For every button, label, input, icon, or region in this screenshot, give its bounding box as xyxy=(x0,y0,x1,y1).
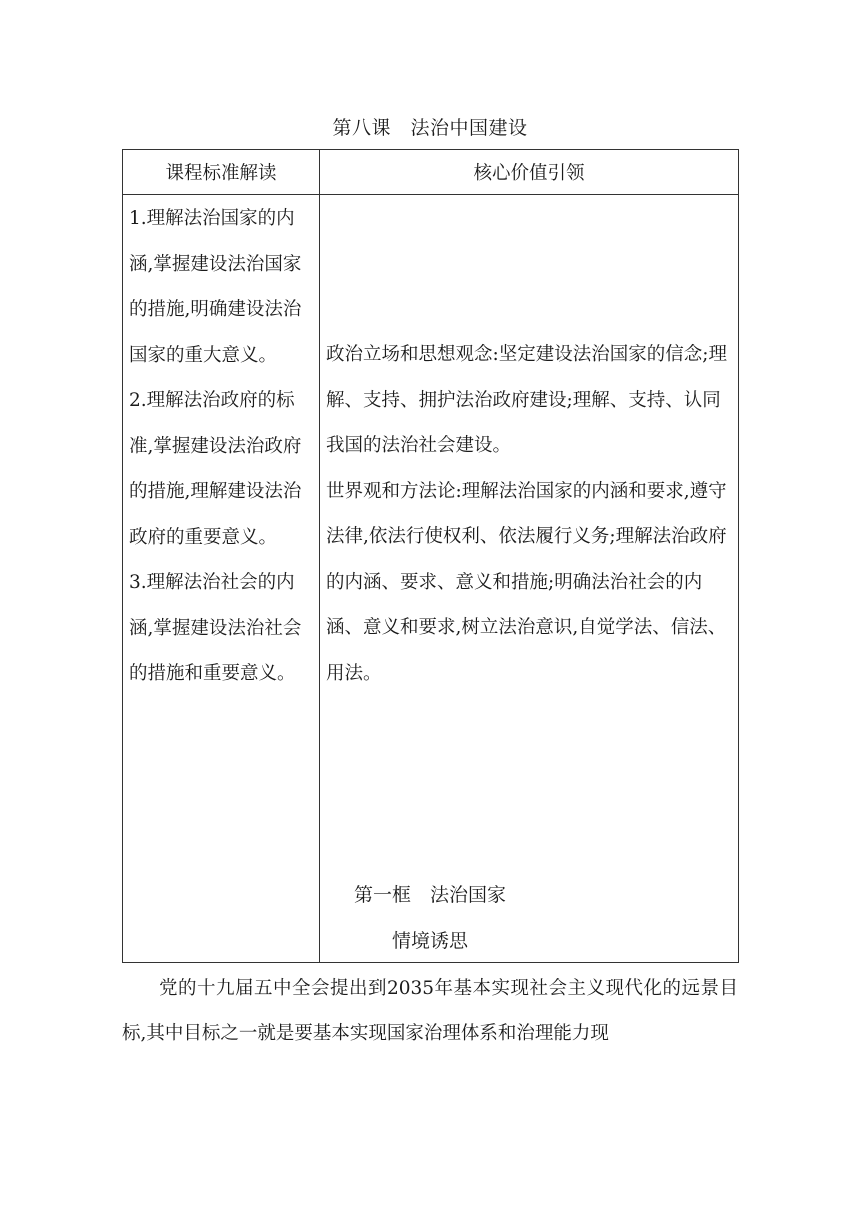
values-item-worldview: 世界观和方法论:理解法治国家的内涵和要求,遵守法律,依法行使权利、依法履行义务;理解法治政府的内涵、要求、意义和措施;明确法治社会的内涵、意义和要求,树立法治意识,自觉学法、信法、用法。 xyxy=(326,480,727,684)
curriculum-table xyxy=(122,149,739,963)
core-values-cell xyxy=(320,195,739,963)
standard-item-3: 3.理解法治社会的内涵,掌握建设法治社会的措施和重要意义。 xyxy=(129,572,302,684)
section-title: 第一框 法治国家 xyxy=(353,884,506,906)
section-subtitle: 情境诱思 xyxy=(391,930,468,952)
curriculum-standard-cell xyxy=(123,195,320,963)
table-header-row xyxy=(123,150,739,195)
intro-paragraph: 党的十九届五中全会提出到2035年基本实现社会主义现代化的远景目标,其中目标之一就是要基本实现国家治理体系和治理能力现 xyxy=(122,978,738,1044)
header-core-values: 核心价值引领 xyxy=(320,150,739,195)
lesson-title: 第八课 法治中国建设 xyxy=(332,117,528,139)
header-curriculum-standard: 课程标准解读 xyxy=(123,150,320,195)
values-item-political: 政治立场和思想观念:坚定建设法治国家的信念;理解、支持、拥护法治政府建设;理解、支持、认同我国的法治社会建设。 xyxy=(326,344,727,456)
standard-item-2: 2.理解法治政府的标准,掌握建设法治政府的措施,理解建设法治政府的重要意义。 xyxy=(129,390,302,548)
table-row xyxy=(123,195,739,963)
standard-item-1: 1.理解法治国家的内涵,掌握建设法治国家的措施,明确建设法治国家的重大意义。 xyxy=(129,208,302,366)
